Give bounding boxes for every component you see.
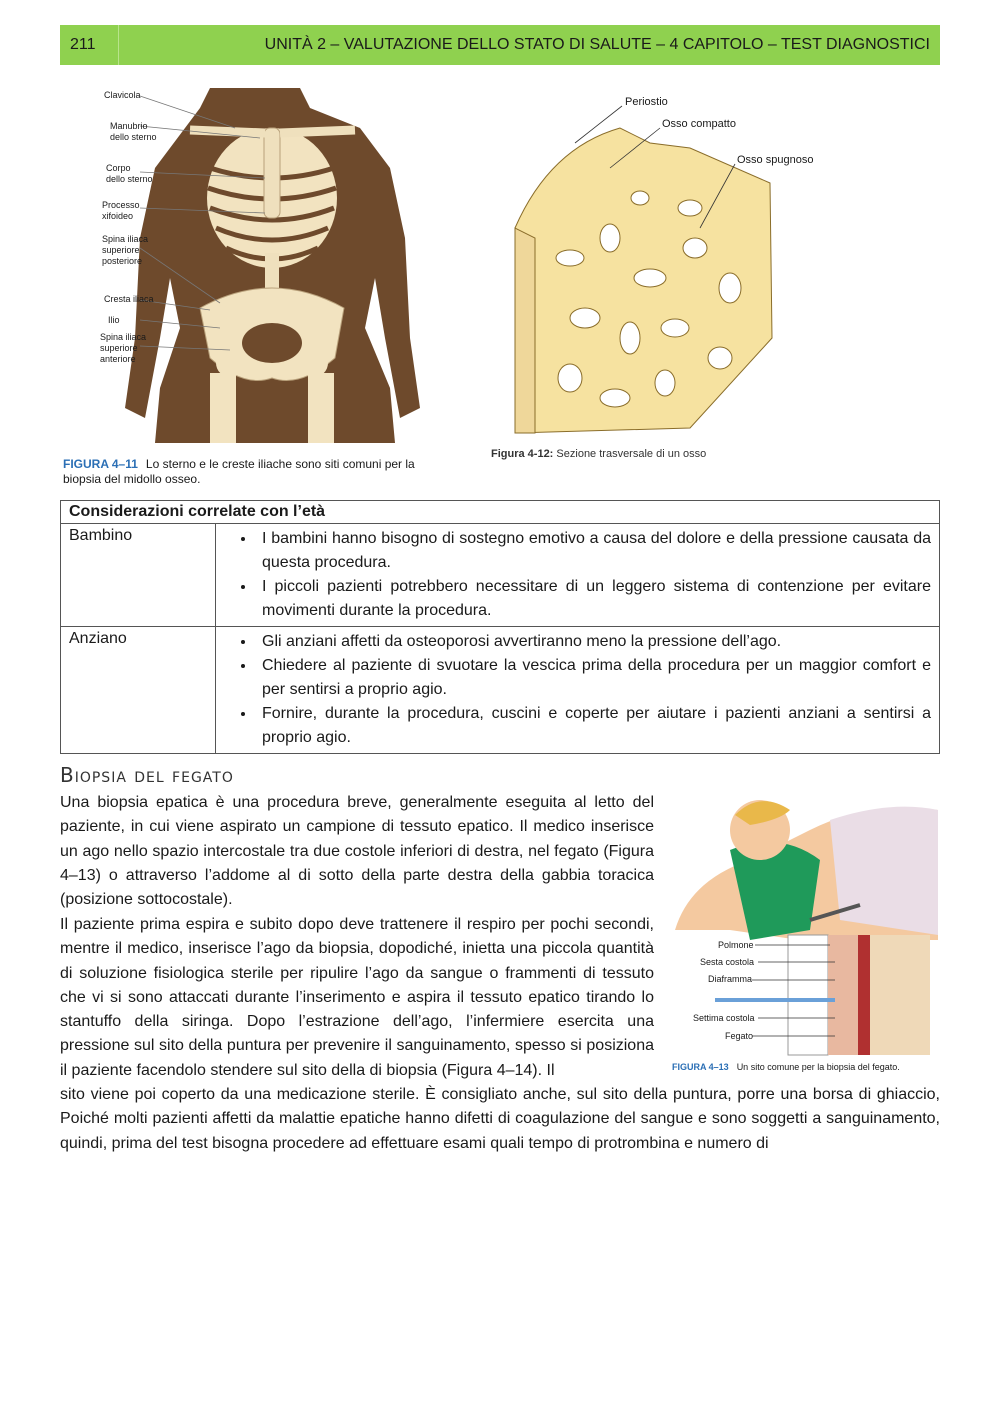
label-spina-ant: Spina iliaca [100,332,147,342]
label-spina-post: Spina iliaca [102,234,149,244]
figure-4-11-caption [63,457,449,487]
paragraph-3: sito viene poi coperto da una medicazione sterile. È consigliato anche, sul sito della puntura, porre una borsa di ghiaccio, Poiché molti pazienti affetti da malattie epatiche hanno difetti di coagulazione del sangue e sono soggetti a sanguinamento, quindi, prima del test bisogna procedere ad effettuare esami quali tempo di protrombina e numero di [60,1086,940,1152]
figure-4-12-caption [491,448,706,460]
list-item: • I piccoli pazienti potrebbero necessitare di un leggero sistema di contenzione per evitare movimenti durante la procedura. [256,575,931,623]
paragraph-2: Il paziente prima espira e subito dopo deve trattenere il respiro per pochi secondi, mentre il medico, inserisce l’ago da biopsia, dopodiché, inietta una piccola quantità di soluzione fisiologica sterile per ripulire l’ago da sangue o frammenti di tessuto che vi si sono attaccati durante l’inserimento e aspira il tessuto epatico tirando lo stantuffo della siringa. Dopo l’estrazione dell’ago, l’infermiere esercita una pressione sul sito della puntura per prevenire il sanguinamento, spesso si posiziona il paziente facendolo stendere sul sito della di biopsia (Figura 4–14). Il [60,916,654,1079]
table-row [61,627,940,754]
label-periostio: Periostio [625,96,668,108]
row-items [216,524,940,627]
figure-4-11-text: Lo sterno e le creste iliache sono siti comuni per la biopsia del midollo osseo. [63,457,415,486]
table-row [61,524,940,627]
figure-skeleton [60,88,450,443]
section-title: Biopsia del fegato [60,763,234,787]
label-cresta: Cresta iliaca [104,294,154,304]
label-spina-ant-2: superiore [100,343,138,353]
label-sesta-costola: Sesta costola [700,957,755,967]
label-ilio: Ilio [108,315,120,325]
row-category-anziano: Anziano [61,627,216,754]
page-header [60,25,940,65]
figure-bone-section [490,88,825,438]
label-polmone: Polmone [718,940,754,950]
list-item: • Chiedere al paziente di svuotare la vescica prima della procedura per un maggior comfort e per sentirsi a proprio agio. [256,654,931,702]
list-item: • Gli anziani affetti da osteoporosi avvertiranno meno la pressione dell’ago. [256,630,931,654]
running-title: UNITÀ 2 – VALUTAZIONE DELLO STATO DI SALUTE – 4 CAPITOLO – TEST DIAGNOSTICI [264,36,930,53]
liver-biopsy-illustration [670,790,940,1075]
figure-4-11-label: FIGURA 4–11 [63,457,138,471]
figure-4-12-text: Sezione trasversale di un osso [556,448,707,460]
figure-4-13-text: Un sito comune per la biopsia del fegato. [736,1062,900,1072]
table-header-row [61,501,940,524]
label-osso-spugnoso: Osso spugnoso [737,154,814,166]
label-corpo-2: dello sterno [106,174,153,184]
label-fegato: Fegato [725,1031,754,1041]
row-items [216,627,940,754]
figure-4-13-label: FIGURA 4–13 [672,1062,729,1072]
figure-4-12-label: Figura 4-12: [491,448,554,460]
label-spina-post-2: superiore [102,245,140,255]
label-manubrio: Manubrio [110,121,148,131]
row-category-bambino: Bambino [61,524,216,627]
label-settima-costola: Settima costola [693,1013,755,1023]
page-number: 211 [60,25,119,65]
table-heading: Considerazioni correlate con l’età [61,501,940,524]
label-diaframma: Diaframma [708,974,753,984]
paragraph-1: Una biopsia epatica è una procedura breve, generalmente eseguita al letto del paziente, in cui viene aspirato un campione di tessuto epatico. Il medico inserisce un ago nello spazio intercostale tra due costole inferiori di destra, nel fegato (Figura 4–13) o attraverso l’addome al di sotto della parte destra della gabbia toracica (posizione sottocostale). [60,794,654,909]
label-clavicola: Clavicola [104,90,141,100]
figure-4-13-caption [672,1060,940,1075]
label-osso-compatto: Osso compatto [662,118,736,130]
bone-illustration [490,88,825,438]
skeleton-labels [60,88,160,443]
label-manubrio-2: dello sterno [110,132,157,142]
label-processo: Processo [102,200,140,210]
age-considerations-table [60,500,940,754]
list-item: • Fornire, durante la procedura, cuscini e coperte per aiutare i pazienti anziani a sentirsi a proprio agio. [256,702,931,750]
label-corpo: Corpo [106,163,131,173]
label-spina-post-3: posteriore [102,256,143,266]
label-spina-ant-3: anteriore [100,354,136,364]
list-item: • I bambini hanno bisogno di sostegno emotivo a causa del dolore e della pressione causata da questa procedura. [256,527,931,575]
figure-liver-biopsy [670,790,940,1075]
label-processo-2: xifoideo [102,211,134,221]
